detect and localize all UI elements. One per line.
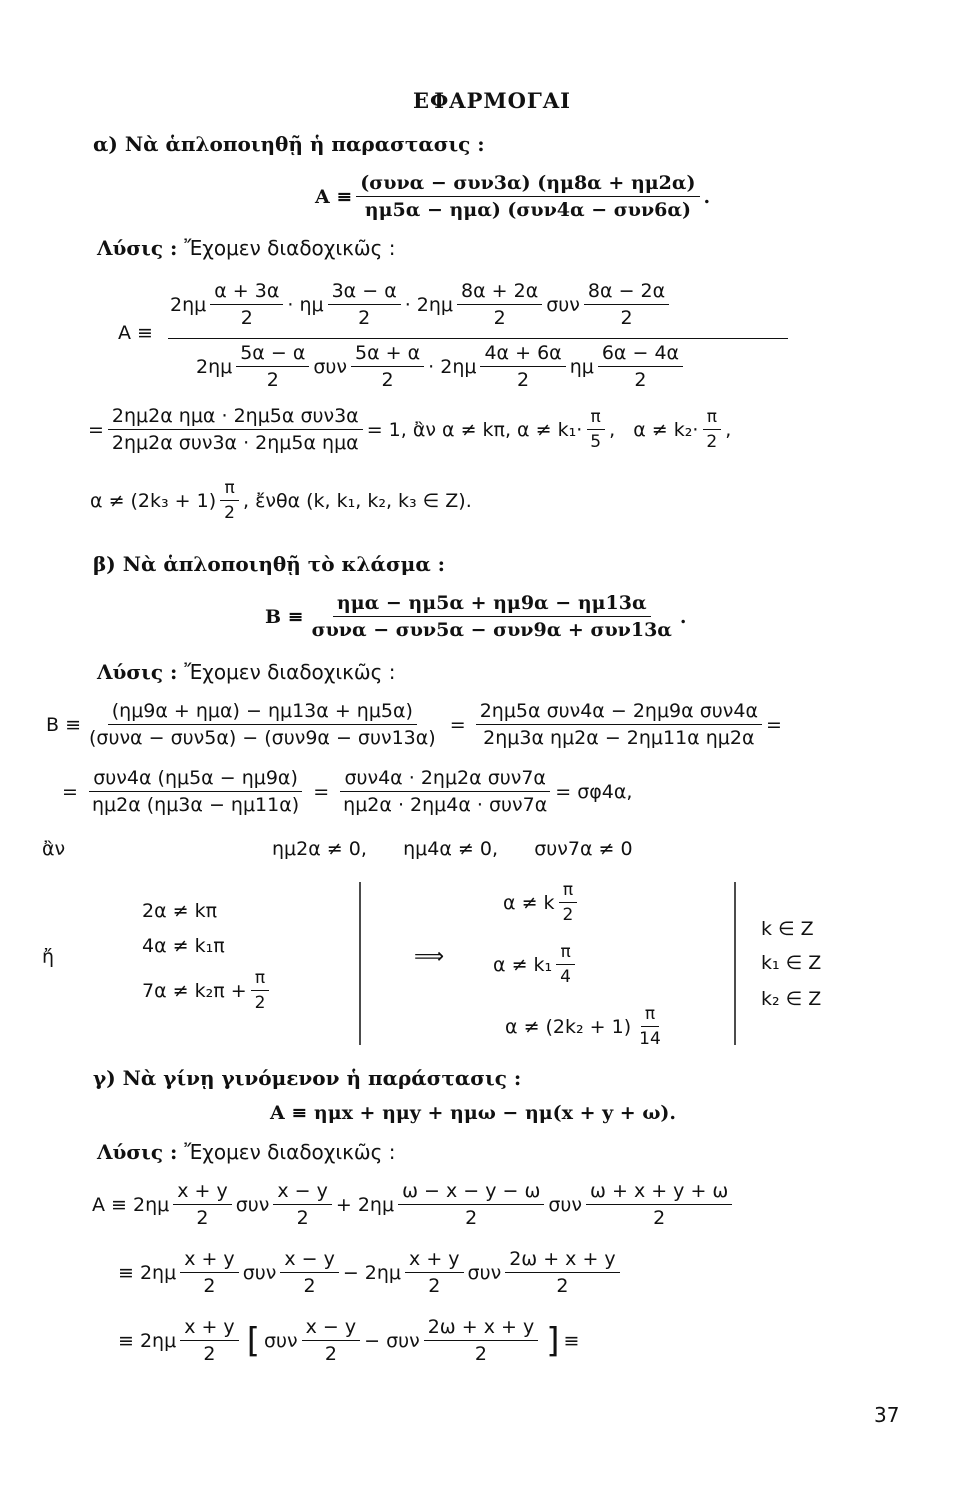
a-bd-f2d: 2	[381, 369, 394, 391]
b-right1-row	[503, 880, 581, 925]
b-f1-numerator: (ημ9α + ημα) − ημ13α + ημ5α)	[108, 700, 417, 725]
a-problem-denominator: ημ5α − ημα) (συν4α − συν6α)	[364, 199, 691, 221]
a-bn-f1d: 2	[240, 307, 253, 329]
b-f2-denominator: 2ημ3α ημ2α − 2ημ11α ημ2α	[483, 727, 755, 749]
page-number: 37	[874, 1403, 900, 1427]
c-l3-f3d: 2	[474, 1343, 488, 1365]
a-bn-t1: 2ημ	[170, 293, 207, 316]
c-l3-f2d: 2	[324, 1343, 337, 1365]
b-left2: 4α ≠ k₁π	[142, 935, 225, 957]
b-right2-row	[493, 942, 579, 987]
c-line2	[118, 1248, 624, 1297]
c-l2-f3d: 2	[428, 1275, 441, 1297]
c-l3-t2: συν	[263, 1329, 298, 1352]
b-two-1: 2	[254, 993, 266, 1013]
a-r2-tail: α ≠ k₂·	[633, 418, 699, 441]
a-bn-t2: · ημ	[287, 293, 324, 316]
c-line3: ≡ 2ημ $\frac{x + y}{2}$ [ συν $\frac{x - y}{2}$ − συν $\frac{2\omega + x + y}{2}$ ] ≡	[118, 1316, 580, 1365]
b-an: ἂν	[42, 838, 66, 860]
b-left1: 2α ≠ kπ	[142, 900, 218, 922]
b-fourteen: 14	[639, 1029, 661, 1049]
c-l1-f4d: 2	[653, 1207, 666, 1229]
c-solution-line	[97, 1140, 395, 1164]
c-l1-prefix: A ≡ 2ημ	[92, 1193, 170, 1216]
a-bd-t4: ημ	[569, 355, 594, 378]
a-bn-f3n: 8α + 2α	[457, 280, 542, 305]
b-solution-label: Λύσις :	[97, 660, 185, 684]
c-l2-f3n: x + y	[405, 1248, 464, 1273]
b-solution-line	[97, 660, 395, 684]
a-big-fraction-bar	[168, 338, 788, 339]
a-problem-eq: A ≡	[315, 185, 353, 208]
c-l2-f4d: 2	[556, 1275, 569, 1297]
b-solution-text: Ἔχομεν διαδοχικῶς :	[184, 660, 396, 684]
a-two-1: 2	[706, 432, 718, 452]
a-bd-f4n: 6α − 4α	[598, 342, 683, 367]
b-left3-row	[142, 968, 273, 1013]
b-problem-eq: B ≡	[265, 605, 304, 628]
c-l1-f2n: x − y	[273, 1180, 332, 1205]
a-bn-f2d: 2	[358, 307, 371, 329]
b-right2: α ≠ k₁	[493, 953, 553, 976]
b-or: ἤ	[42, 946, 55, 968]
b-f2-numerator: 2ημ5α συν4α − 2ημ9α συν4α	[476, 700, 762, 725]
c-l2-f2d: 2	[303, 1275, 316, 1297]
a-pi-1: π	[587, 407, 605, 430]
a-bd-f3d: 2	[517, 369, 530, 391]
b-conditions: ημ2α ≠ 0, ημ4α ≠ 0, συν7α ≠ 0	[272, 838, 633, 860]
b-right3: α ≠ (2k₂ + 1)	[505, 1015, 632, 1038]
a-bd-f2n: 5α + α	[351, 342, 424, 367]
c-line1	[92, 1180, 736, 1229]
section-b-heading: β) Νὰ ἁπλοποιηθῇ τὸ κλάσμα :	[93, 552, 446, 576]
b-pi-3: π	[556, 942, 574, 965]
c-l3-end: ≡	[563, 1329, 580, 1352]
a-solution-line	[97, 236, 395, 260]
a-bd-f3n: 4α + 6α	[480, 342, 565, 367]
b-pi-2: π	[559, 880, 577, 903]
c-problem: A ≡ ημx + ημy + ημω − ημ(x + y + ω).	[270, 1102, 677, 1124]
b-f1-denominator: (συνα − συν5α) − (συν9α − συν13α)	[89, 727, 436, 749]
c-l1-f3d: 2	[465, 1207, 478, 1229]
c-l2-f2n: x − y	[280, 1248, 339, 1273]
c-l1-f1d: 2	[196, 1207, 209, 1229]
c-l1-f4n: ω + x + y + ω	[586, 1180, 732, 1205]
a-bd-t3: · 2ημ	[428, 355, 477, 378]
b-line2: = $\frac{\text{συν4α (ημ5α − ημ9α)}}{\eta\mu 2\alpha (\eta\mu 3\alpha - \eta\mu 11\alpha)}$ = $\frac{\text{συν4α · 2ημ2α συν7α}}{\text{ημ2α · 2ημ4α · συν7α}}$ = σφ4α,	[62, 767, 633, 816]
b-arrow: ⟹	[414, 944, 445, 968]
a-cond2-tail: , ἔνθα (k, k₁, k₂, k₃ ∈ Z).	[242, 489, 472, 512]
section-c-heading: γ) Νὰ γίνῃ γινόμενον ἡ παράστασις :	[93, 1066, 522, 1090]
section-a-heading: α) Νὰ ἁπλοποιηθῇ ἡ παραστασις :	[93, 132, 485, 156]
b-f3-numerator: συν4α (ημ5α − ημ9α)	[89, 767, 302, 792]
a-bn-f2n: 3α − α	[328, 280, 401, 305]
b-line1: B ≡ $\frac{\text{(ημ9α + ημα) − ημ13α + ημ5α)}}{\text{(συνα − συν5α) − (συν9α − συν13α)}}$ = $\frac{\text{2ημ5α συν4α − 2ημ9α συν4α}}{\text{2ημ3α ημ2α − 2ημ11α ημ2α}}$ =	[46, 700, 782, 749]
c-l3-f1d: 2	[203, 1343, 216, 1365]
a-bn-f4d: 2	[620, 307, 633, 329]
a-problem-formula: A ≡ $\frac{\text{(συνα − συν3α) (ημ8α + ημ2α)}}{\text{ημ5α − ημα) (συν4α − συν6α)}}$ .	[315, 172, 711, 221]
c-l3-t3: − συν	[364, 1329, 420, 1352]
b-right3-row	[505, 1004, 669, 1049]
a-r2-result: = 1, ἂν α ≠ kπ, α ≠ k₁·	[366, 418, 583, 441]
a-big-eq: A ≡	[118, 322, 153, 344]
c-l2-prefix: ≡ 2ημ	[118, 1261, 177, 1284]
c-l1-t3: + 2ημ	[335, 1193, 395, 1216]
b-problem-numerator: ημα − ημ5α + ημ9α − ημ13α	[333, 592, 651, 617]
a-big-numerator	[170, 280, 673, 329]
c-l1-t2: συν	[235, 1193, 270, 1216]
b-eq-prefix: B ≡	[46, 713, 81, 736]
b-two-2: 2	[562, 905, 574, 925]
a-bd-t2: συν	[313, 355, 348, 378]
b-right-brace	[720, 880, 750, 1050]
c-l2-f1n: x + y	[180, 1248, 239, 1273]
a-big-denominator	[196, 342, 687, 391]
c-l3-f2n: x − y	[302, 1316, 361, 1341]
b-right1: α ≠ k	[503, 891, 555, 914]
b-z2: k₁ ∈ Z	[761, 952, 822, 974]
a-condition-line	[90, 478, 472, 523]
c-l2-t2: συν	[242, 1261, 277, 1284]
b-z3: k₂ ∈ Z	[761, 988, 822, 1010]
c-solution-text: Ἔχομεν διαδοχικῶς :	[184, 1140, 396, 1164]
b-f4-denominator: ημ2α · 2ημ4α · συν7α	[343, 794, 548, 816]
c-l2-f4n: 2ω + x + y	[505, 1248, 620, 1273]
a-problem-fraction	[356, 172, 699, 221]
a-solution-label: Λύσις :	[97, 236, 185, 260]
c-l2-f1d: 2	[203, 1275, 216, 1297]
c-l2-t4: συν	[467, 1261, 502, 1284]
b-f3-denominator: ημ2α (ημ3α − ημ11α)	[91, 794, 300, 816]
a-bd-f1n: 5α − α	[236, 342, 309, 367]
a-bn-f1n: α + 3α	[210, 280, 283, 305]
b-problem-denominator: συνα − συν5α − συν9α + συν13α	[311, 619, 672, 641]
c-l1-t4: συν	[548, 1193, 583, 1216]
a-r2-denominator: 2ημ2α συν3α · 2ημ5α ημα	[111, 432, 359, 454]
c-l2-t3: − 2ημ	[342, 1261, 402, 1284]
a-result-line: = $\frac{\text{2ημ2α ημα · 2ημ5α συν3α}}{\text{2ημ2α συν3α · 2ημ5α ημα}}$ = 1, ἂν α ≠ kπ, α ≠ k₁· $\frac{\pi}{5}$ , α ≠ k₂· $\frac{\pi}{2}$ ,	[88, 405, 732, 454]
a-bd-t1: 2ημ	[196, 355, 233, 378]
a-pi-2: π	[703, 407, 721, 430]
c-l3-f1n: x + y	[180, 1316, 239, 1341]
a-bn-t3: · 2ημ	[404, 293, 454, 316]
a-bd-f1d: 2	[266, 369, 279, 391]
a-five: 5	[590, 432, 602, 452]
a-solution-text: Ἔχομεν διαδοχικῶς :	[184, 236, 396, 260]
b-four: 4	[560, 967, 571, 987]
b-pi-4: π	[641, 1004, 659, 1027]
b-left-brace	[350, 880, 380, 1050]
c-l3-f3n: 2ω + x + y	[424, 1316, 539, 1341]
a-r2-numerator: 2ημ2α ημα · 2ημ5α συν3α	[108, 405, 363, 430]
c-solution-label: Λύσις :	[97, 1140, 185, 1164]
a-bd-f4d: 2	[634, 369, 647, 391]
a-two-2: 2	[224, 503, 235, 523]
c-l1-f2d: 2	[296, 1207, 309, 1229]
a-pi-3: π	[220, 478, 238, 501]
a-cond2: α ≠ (2k₃ + 1)	[90, 489, 217, 512]
a-bn-f3d: 2	[493, 307, 506, 329]
c-l1-f3n: ω − x − y − ω	[398, 1180, 544, 1205]
a-bn-f4n: 8α − 2α	[584, 280, 669, 305]
page-title: ΕΦΑΡΜΟΓΑΙ	[413, 88, 571, 113]
b-f4-numerator: συν4α · 2ημ2α συν7α	[340, 767, 550, 792]
b-problem-formula: B ≡ $\frac{\text{ημα − ημ5α + ημ9α − ημ13α}}{\text{συνα − συν5α − συν9α + συν13α}}$ .	[265, 592, 687, 641]
a-bn-t4: συν	[546, 293, 580, 316]
b-z1: k ∈ Z	[761, 918, 814, 940]
c-l1-f1n: x + y	[173, 1180, 232, 1205]
a-problem-numerator: (συνα − συν3α) (ημ8α + ημ2α)	[356, 172, 699, 197]
b-result: = σφ4α,	[555, 780, 633, 803]
b-problem-fraction	[308, 592, 676, 641]
b-left3: 7α ≠ k₂π +	[142, 979, 247, 1002]
b-pi-1: π	[251, 968, 269, 991]
c-l3-prefix: ≡ 2ημ	[118, 1329, 177, 1352]
